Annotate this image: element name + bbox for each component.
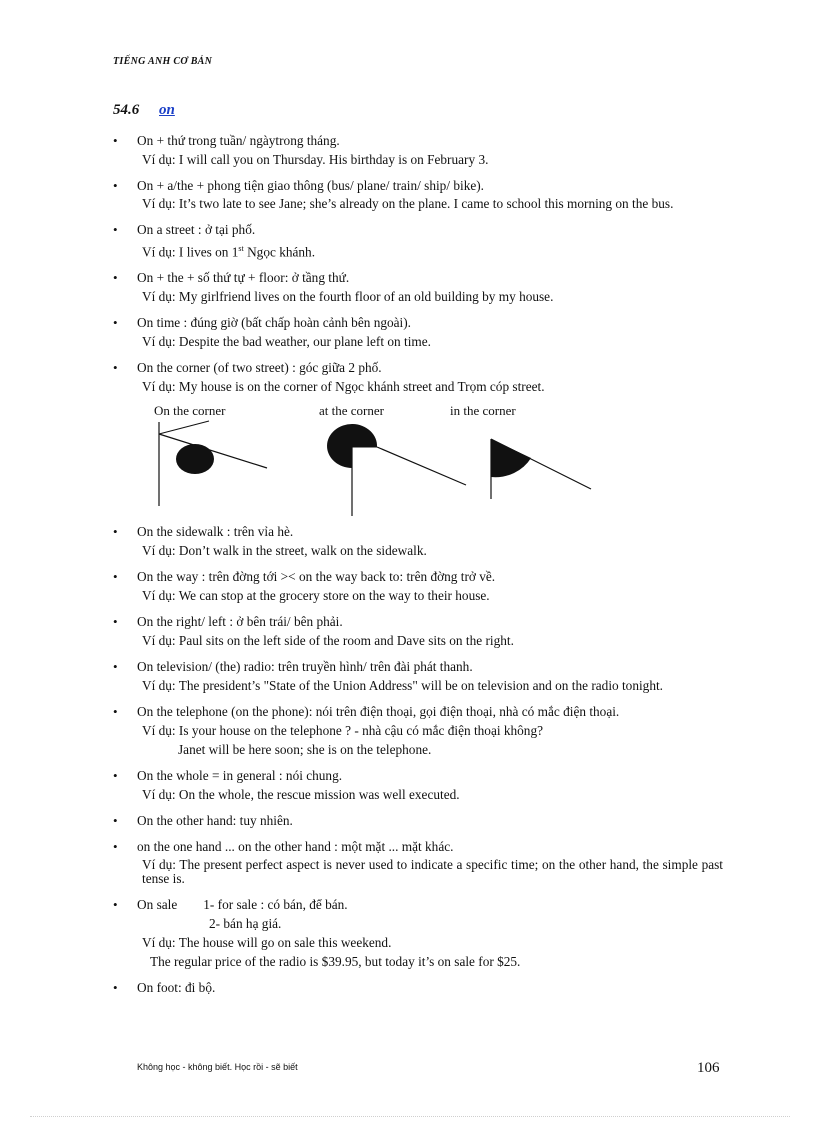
list-item [113,978,723,997]
list-item [113,522,723,560]
entries-list [113,131,723,997]
bullet-icon: • [113,524,118,540]
example-text: Ví dụ: The present perfect aspect is never used to indicate a specific time; on the other hand, the simple past tense is. [142,857,723,887]
rule-text: On + the + số thứ tự + floor: ở tầng thứ. [137,270,350,286]
rule-text: on the one hand ... on the other hand : một mặt ... mặt khác. [137,839,454,855]
rule-text: On the sidewalk : trên vỉa hè. [137,524,294,540]
bullet-icon: • [113,270,118,286]
bullet-icon: • [113,222,118,237]
list-item [113,766,723,804]
list-item [113,268,723,306]
list-item [113,837,723,888]
example-text-continued: Janet will be here soon; she is on the telephone. [178,742,432,758]
footer-motto: Không học - không biết. Học rồi - sẽ biết [137,1062,298,1072]
diagram-label-at: at the corner [319,403,384,419]
bullet-icon: • [113,813,118,829]
page-bottom-divider [30,1116,790,1117]
example-text: Ví dụ: On the whole, the rescue mission was well executed. [142,787,460,803]
example-text: Ví dụ: My house is on the corner of Ngọc khánh street and Trọm cóp street. [142,379,545,395]
rule-text: On time : đúng giờ (bất chấp hoàn cảnh bên ngoài). [137,315,412,331]
rule-text: On + thứ trong tuần/ ngàytrong tháng. [137,133,340,148]
example-text: Ví dụ: Despite the bad weather, our plane left on time. [142,334,431,350]
corner-illustration [113,396,723,517]
example-text: Ví dụ: The president’s "State of the Union Address" will be on television and on the radio tonight. [142,678,663,694]
bullet-icon: • [113,768,118,784]
rule-text: On the corner (of two street) : góc giữa 2 phố. [137,360,382,376]
rule-text: On the way : trên đờng tới >< on the way back to: trên đờng trở về. [137,569,496,585]
rule-text: On foot: đi bộ. [137,980,216,996]
rule-text: On the whole = in general : nói chung. [137,768,343,784]
example-text: Ví dụ: We can stop at the grocery store on the way to their house. [142,588,490,604]
list-item [113,811,723,830]
at-corner-figure [327,424,466,516]
list-item [113,657,723,695]
diagram-label-in: in the corner [450,403,516,419]
page-header: TIẾNG ANH CƠ BẢN [113,56,213,67]
page-number: 106 [697,1060,720,1076]
list-item [113,358,723,396]
example-text: Ví dụ: It’s two late to see Jane; she’s already on the plane. I came to school this morning on the bus. [142,196,674,211]
on-corner-figure [159,421,267,506]
rule-text: On a street : ở tại phố. [137,222,256,237]
example-text: Ví dụ: I will call you on Thursday. His birthday is on February 3. [142,152,489,167]
corner-diagram [113,396,723,517]
bullet-icon: • [113,839,118,855]
list-item [113,702,723,759]
rule-text: On + a/the + phong tiện giao thông (bus/ plane/ train/ ship/ bike). [137,178,484,193]
bullet-icon: • [113,133,118,148]
rule-text: On the right/ left : ở bên trái/ bên phải. [137,614,343,630]
sub-rule-1: 1- for sale : có bán, để bán. [203,897,348,913]
sub-rule-2: 2- bán hạ giá. [209,916,282,932]
list-item [113,313,723,351]
bullet-icon: • [113,897,118,913]
example-text: Ví dụ: My girlfriend lives on the fourth floor of an old building by my house. [142,289,554,305]
rule-text: On television/ (the) radio: trên truyền hình/ trên đài phát thanh. [137,659,473,675]
bullet-icon: • [113,980,118,996]
example-text: Ví dụ: Is your house on the telephone ? - nhà cậu có mắc điện thoại không? [142,723,544,739]
list-item [113,612,723,650]
example-text: Ví dụ: The house will go on sale this weekend. [142,935,392,951]
bullet-icon: • [113,704,118,720]
rule-text: On the other hand: tuy nhiên. [137,813,293,829]
example-text: Ví dụ: Don’t walk in the street, walk on the sidewalk. [142,543,427,559]
bullet-icon: • [113,360,118,376]
rule-text: On the telephone (on the phone): nói trên điện thoại, gọi điện thoại, nhà có mắc điện thoại. [137,704,620,720]
example-text: Ví dụ: I lives on 1st Ngọc khánh. [142,244,316,260]
list-item [113,220,723,261]
list-item [113,895,723,971]
bullet-icon: • [113,315,118,331]
bullet-icon: • [113,659,118,675]
list-item [113,176,723,213]
diagram-label-on: On the corner [154,403,226,419]
list-item [113,567,723,605]
bullet-icon: • [113,614,118,630]
rule-text: On sale 1- for sale : có bán, để bán. [137,897,348,913]
section-number: 54.6 [113,102,140,118]
bullet-icon: • [113,569,118,585]
list-item [113,131,723,169]
example-text-continued: The regular price of the radio is $39.95, but today it’s on sale for $25. [150,954,521,970]
section-title-link[interactable]: on [159,102,175,118]
section-heading [113,102,175,119]
example-text: Ví dụ: Paul sits on the left side of the room and Dave sits on the right. [142,633,514,649]
bullet-icon: • [113,178,118,193]
in-corner-figure [491,439,591,499]
